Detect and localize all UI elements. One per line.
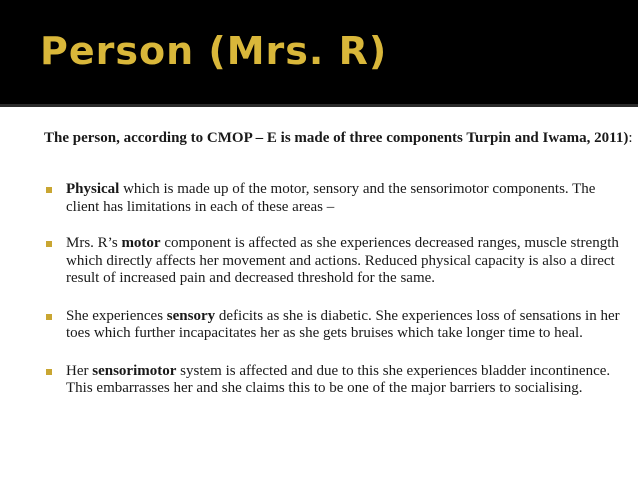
bullet-item-motor	[44, 235, 624, 288]
bullet-text-before: Her	[66, 362, 93, 379]
bullet-item-sensory	[44, 308, 624, 343]
bullet-keyword: Physical	[66, 181, 120, 197]
bullet-text-after: deficits as she is diabetic. She experiences loss of sensations in her toes which further incapacitates her as she gets bruises which take longer time to heal.	[66, 307, 620, 341]
bullet-item-sensorimotor	[44, 363, 624, 398]
bullet-text-before: She experiences	[66, 307, 167, 324]
bullet-text-before: Mrs. R’s	[66, 235, 122, 251]
bullet-keyword: sensorimotor	[92, 362, 177, 379]
bullet-keyword: motor	[121, 235, 161, 251]
square-bullet-icon	[46, 241, 52, 247]
title-divider	[0, 104, 638, 107]
bullet-text-after: system is affected and due to this she experiences bladder incontinence. This embarrasses her and she claims this to be one of the major barriers to socialising.	[66, 362, 611, 396]
intro-colon: :	[628, 130, 633, 146]
bullet-keyword: sensory	[166, 307, 216, 324]
slide-title: Person (Mrs. R)	[40, 29, 388, 73]
bullet-item-physical	[44, 181, 624, 216]
square-bullet-icon	[46, 314, 52, 320]
bullet-text-after: which is made up of the motor, sensory and the sensorimotor components. The client has limitations in each of these areas –	[66, 181, 596, 215]
title-bar	[0, 0, 638, 104]
square-bullet-icon	[46, 187, 52, 193]
square-bullet-icon	[46, 369, 52, 375]
bullet-list	[44, 181, 624, 398]
intro-text: The person, according to CMOP – E is made of three components Turpin and Iwama, 2011)	[44, 130, 629, 146]
bullet-text-after: component is affected as she experiences decreased ranges, muscle strength which directly affects her movement and actions. Reduced physical capacity is also a direct result of increased pain and decreased threshold for the same.	[66, 235, 619, 286]
intro-paragraph	[44, 130, 636, 148]
